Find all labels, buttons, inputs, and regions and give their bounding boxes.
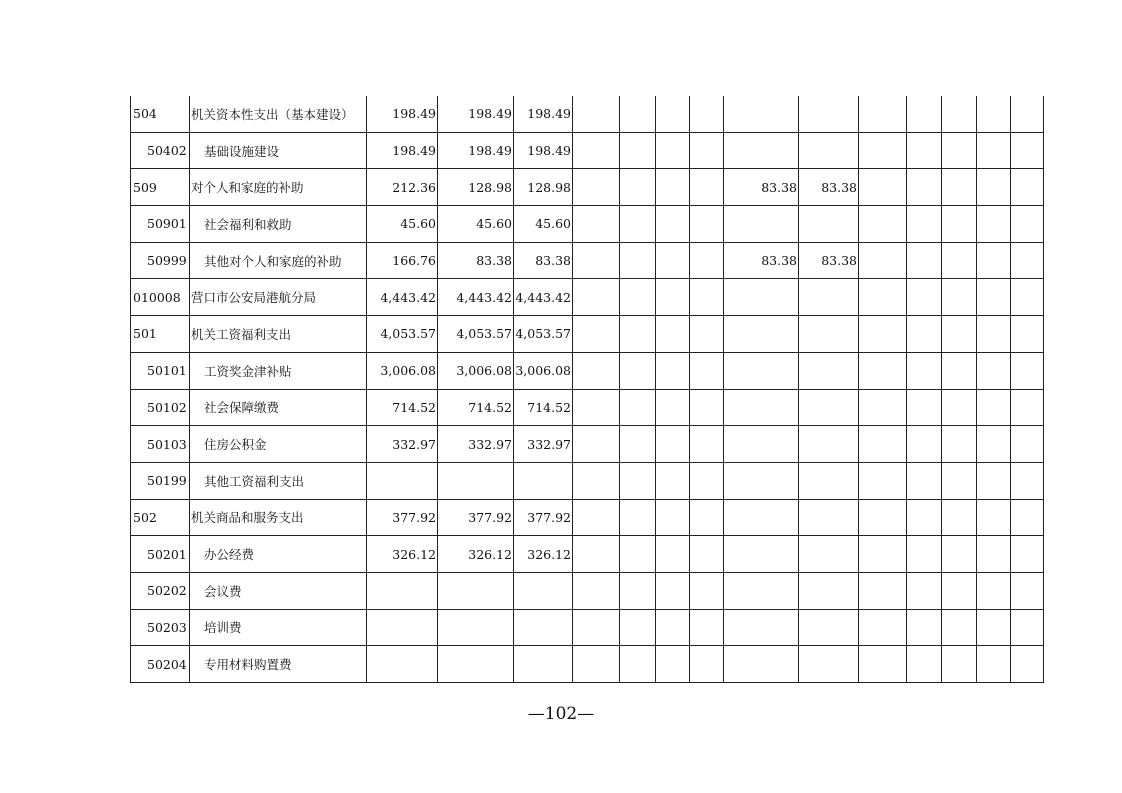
amount-cell xyxy=(799,279,859,316)
amount-cell: 166.76 xyxy=(367,242,438,279)
amount-cell: 212.36 xyxy=(367,169,438,206)
amount-cell xyxy=(656,316,690,353)
row-name: 其他工资福利支出 xyxy=(190,462,367,499)
amount-cell xyxy=(724,646,799,683)
amount-cell xyxy=(573,536,620,573)
amount-cell: 4,053.57 xyxy=(367,316,438,353)
table-row xyxy=(131,609,1044,646)
amount-cell xyxy=(977,96,1011,132)
amount-cell xyxy=(656,646,690,683)
amount-cell xyxy=(724,462,799,499)
amount-cell xyxy=(942,242,977,279)
amount-cell xyxy=(907,536,942,573)
amount-cell xyxy=(656,536,690,573)
amount-cell xyxy=(799,572,859,609)
amount-cell xyxy=(573,462,620,499)
amount-cell xyxy=(859,169,907,206)
amount-cell xyxy=(656,242,690,279)
table-row xyxy=(131,462,1044,499)
row-name: 会议费 xyxy=(190,572,367,609)
amount-cell xyxy=(859,279,907,316)
amount-cell xyxy=(690,389,724,426)
row-code: 50199 xyxy=(131,462,190,499)
row-name: 专用材料购置费 xyxy=(190,646,367,683)
amount-cell xyxy=(799,609,859,646)
amount-cell xyxy=(942,132,977,169)
amount-cell xyxy=(367,462,438,499)
amount-cell xyxy=(367,572,438,609)
amount-cell xyxy=(724,426,799,463)
amount-cell xyxy=(942,462,977,499)
amount-cell xyxy=(514,462,573,499)
amount-cell xyxy=(367,646,438,683)
amount-cell xyxy=(942,646,977,683)
amount-cell xyxy=(1011,242,1044,279)
amount-cell xyxy=(1011,389,1044,426)
amount-cell xyxy=(907,572,942,609)
row-name: 机关工资福利支出 xyxy=(190,316,367,353)
table-row xyxy=(131,169,1044,206)
amount-cell xyxy=(656,389,690,426)
amount-cell xyxy=(799,426,859,463)
amount-cell xyxy=(620,426,656,463)
row-code: 50203 xyxy=(131,609,190,646)
amount-cell xyxy=(1011,426,1044,463)
amount-cell xyxy=(438,609,514,646)
amount-cell: 198.49 xyxy=(514,132,573,169)
amount-cell xyxy=(367,609,438,646)
amount-cell xyxy=(514,572,573,609)
amount-cell: 128.98 xyxy=(438,169,514,206)
amount-cell xyxy=(907,609,942,646)
row-code: 50901 xyxy=(131,206,190,243)
amount-cell xyxy=(656,352,690,389)
amount-cell xyxy=(799,132,859,169)
amount-cell: 83.38 xyxy=(724,242,799,279)
amount-cell xyxy=(799,96,859,132)
amount-cell xyxy=(977,426,1011,463)
row-code: 50204 xyxy=(131,646,190,683)
amount-cell xyxy=(620,646,656,683)
table-row xyxy=(131,352,1044,389)
amount-cell xyxy=(724,206,799,243)
table-row xyxy=(131,389,1044,426)
amount-cell xyxy=(942,279,977,316)
amount-cell xyxy=(907,169,942,206)
amount-cell xyxy=(514,609,573,646)
amount-cell xyxy=(724,572,799,609)
amount-cell xyxy=(799,499,859,536)
amount-cell xyxy=(438,462,514,499)
amount-cell: 4,053.57 xyxy=(438,316,514,353)
amount-cell: 326.12 xyxy=(367,536,438,573)
amount-cell xyxy=(977,132,1011,169)
amount-cell xyxy=(799,206,859,243)
amount-cell xyxy=(690,646,724,683)
table-body xyxy=(131,96,1044,683)
amount-cell xyxy=(859,206,907,243)
amount-cell xyxy=(620,169,656,206)
amount-cell xyxy=(859,646,907,683)
amount-cell xyxy=(656,169,690,206)
row-code: 50103 xyxy=(131,426,190,463)
row-name: 社会保障缴费 xyxy=(190,389,367,426)
amount-cell xyxy=(656,609,690,646)
row-code: 50201 xyxy=(131,536,190,573)
amount-cell xyxy=(573,206,620,243)
table-row xyxy=(131,536,1044,573)
amount-cell xyxy=(620,499,656,536)
amount-cell xyxy=(1011,96,1044,132)
amount-cell xyxy=(573,572,620,609)
amount-cell xyxy=(573,646,620,683)
table-row xyxy=(131,96,1044,132)
row-code: 010008 xyxy=(131,279,190,316)
amount-cell xyxy=(1011,646,1044,683)
amount-cell xyxy=(799,462,859,499)
table-row xyxy=(131,279,1044,316)
amount-cell xyxy=(656,206,690,243)
amount-cell xyxy=(656,279,690,316)
row-name: 工资奖金津补贴 xyxy=(190,352,367,389)
amount-cell xyxy=(690,96,724,132)
row-code: 502 xyxy=(131,499,190,536)
row-code: 50999 xyxy=(131,242,190,279)
amount-cell: 3,006.08 xyxy=(438,352,514,389)
amount-cell: 45.60 xyxy=(514,206,573,243)
amount-cell xyxy=(573,499,620,536)
amount-cell xyxy=(724,96,799,132)
amount-cell: 3,006.08 xyxy=(514,352,573,389)
table-row xyxy=(131,426,1044,463)
amount-cell xyxy=(907,242,942,279)
amount-cell xyxy=(620,96,656,132)
amount-cell xyxy=(724,352,799,389)
amount-cell xyxy=(620,536,656,573)
amount-cell xyxy=(799,352,859,389)
amount-cell: 714.52 xyxy=(438,389,514,426)
amount-cell xyxy=(799,646,859,683)
amount-cell xyxy=(690,536,724,573)
amount-cell: 4,443.42 xyxy=(514,279,573,316)
amount-cell xyxy=(907,352,942,389)
amount-cell xyxy=(690,352,724,389)
amount-cell xyxy=(907,206,942,243)
amount-cell xyxy=(724,316,799,353)
amount-cell: 83.38 xyxy=(514,242,573,279)
amount-cell xyxy=(942,352,977,389)
amount-cell xyxy=(859,352,907,389)
amount-cell xyxy=(1011,316,1044,353)
amount-cell xyxy=(942,536,977,573)
amount-cell xyxy=(907,316,942,353)
amount-cell xyxy=(690,609,724,646)
amount-cell xyxy=(620,242,656,279)
amount-cell xyxy=(859,389,907,426)
amount-cell xyxy=(907,426,942,463)
amount-cell xyxy=(438,572,514,609)
amount-cell: 4,443.42 xyxy=(367,279,438,316)
amount-cell: 4,053.57 xyxy=(514,316,573,353)
amount-cell xyxy=(977,279,1011,316)
row-name: 机关商品和服务支出 xyxy=(190,499,367,536)
amount-cell xyxy=(907,132,942,169)
amount-cell: 326.12 xyxy=(438,536,514,573)
row-code: 50402 xyxy=(131,132,190,169)
amount-cell xyxy=(573,242,620,279)
amount-cell xyxy=(942,206,977,243)
amount-cell xyxy=(977,499,1011,536)
amount-cell xyxy=(859,462,907,499)
amount-cell xyxy=(859,96,907,132)
table-row xyxy=(131,646,1044,683)
amount-cell xyxy=(724,536,799,573)
amount-cell xyxy=(656,572,690,609)
row-name: 办公经费 xyxy=(190,536,367,573)
row-name: 培训费 xyxy=(190,609,367,646)
table-row xyxy=(131,242,1044,279)
row-code: 501 xyxy=(131,316,190,353)
amount-cell xyxy=(573,609,620,646)
amount-cell xyxy=(690,426,724,463)
amount-cell: 198.49 xyxy=(438,96,514,132)
amount-cell xyxy=(620,609,656,646)
table-row xyxy=(131,572,1044,609)
table-row xyxy=(131,132,1044,169)
amount-cell: 332.97 xyxy=(438,426,514,463)
row-name: 营口市公安局港航分局 xyxy=(190,279,367,316)
amount-cell xyxy=(620,316,656,353)
amount-cell: 714.52 xyxy=(514,389,573,426)
amount-cell: 45.60 xyxy=(438,206,514,243)
amount-cell xyxy=(942,609,977,646)
amount-cell xyxy=(620,352,656,389)
amount-cell xyxy=(859,426,907,463)
amount-cell xyxy=(656,132,690,169)
amount-cell: 198.49 xyxy=(438,132,514,169)
amount-cell xyxy=(942,316,977,353)
amount-cell xyxy=(620,572,656,609)
amount-cell xyxy=(942,169,977,206)
amount-cell xyxy=(907,96,942,132)
amount-cell xyxy=(859,132,907,169)
amount-cell xyxy=(1011,462,1044,499)
page-number: —102— xyxy=(527,704,595,724)
amount-cell xyxy=(977,352,1011,389)
row-code: 509 xyxy=(131,169,190,206)
amount-cell: 83.38 xyxy=(724,169,799,206)
amount-cell xyxy=(1011,132,1044,169)
amount-cell xyxy=(690,462,724,499)
amount-cell xyxy=(977,242,1011,279)
amount-cell: 45.60 xyxy=(367,206,438,243)
amount-cell xyxy=(977,316,1011,353)
amount-cell xyxy=(907,279,942,316)
amount-cell xyxy=(724,499,799,536)
amount-cell: 128.98 xyxy=(514,169,573,206)
amount-cell xyxy=(690,242,724,279)
amount-cell xyxy=(573,132,620,169)
amount-cell xyxy=(1011,169,1044,206)
amount-cell xyxy=(799,316,859,353)
amount-cell xyxy=(907,646,942,683)
amount-cell: 332.97 xyxy=(514,426,573,463)
row-code: 50202 xyxy=(131,572,190,609)
amount-cell xyxy=(620,132,656,169)
budget-table xyxy=(130,96,1044,683)
amount-cell xyxy=(438,646,514,683)
amount-cell xyxy=(977,609,1011,646)
amount-cell xyxy=(690,169,724,206)
table-row xyxy=(131,206,1044,243)
amount-cell xyxy=(1011,609,1044,646)
amount-cell xyxy=(656,96,690,132)
row-code: 504 xyxy=(131,96,190,132)
amount-cell xyxy=(907,499,942,536)
amount-cell xyxy=(573,279,620,316)
row-name: 住房公积金 xyxy=(190,426,367,463)
amount-cell xyxy=(907,389,942,426)
amount-cell xyxy=(1011,206,1044,243)
row-name: 其他对个人和家庭的补助 xyxy=(190,242,367,279)
amount-cell: 3,006.08 xyxy=(367,352,438,389)
amount-cell xyxy=(690,132,724,169)
amount-cell: 198.49 xyxy=(514,96,573,132)
amount-cell xyxy=(799,389,859,426)
amount-cell xyxy=(573,169,620,206)
amount-cell xyxy=(859,572,907,609)
amount-cell: 326.12 xyxy=(514,536,573,573)
amount-cell xyxy=(620,389,656,426)
amount-cell xyxy=(799,536,859,573)
amount-cell xyxy=(1011,499,1044,536)
amount-cell: 83.38 xyxy=(799,169,859,206)
amount-cell xyxy=(1011,572,1044,609)
amount-cell xyxy=(977,462,1011,499)
amount-cell: 4,443.42 xyxy=(438,279,514,316)
amount-cell xyxy=(514,646,573,683)
amount-cell xyxy=(620,462,656,499)
amount-cell xyxy=(1011,536,1044,573)
table-row xyxy=(131,316,1044,353)
amount-cell xyxy=(977,646,1011,683)
amount-cell xyxy=(977,572,1011,609)
amount-cell xyxy=(724,279,799,316)
amount-cell xyxy=(573,96,620,132)
amount-cell xyxy=(942,389,977,426)
amount-cell xyxy=(620,206,656,243)
amount-cell xyxy=(1011,279,1044,316)
amount-cell: 332.97 xyxy=(367,426,438,463)
amount-cell xyxy=(620,279,656,316)
amount-cell xyxy=(573,316,620,353)
amount-cell xyxy=(1011,352,1044,389)
amount-cell xyxy=(942,572,977,609)
amount-cell xyxy=(573,352,620,389)
amount-cell xyxy=(859,609,907,646)
amount-cell xyxy=(573,426,620,463)
amount-cell xyxy=(690,499,724,536)
amount-cell: 198.49 xyxy=(367,132,438,169)
amount-cell xyxy=(690,279,724,316)
amount-cell xyxy=(690,206,724,243)
amount-cell xyxy=(656,426,690,463)
row-code: 50101 xyxy=(131,352,190,389)
row-name: 对个人和家庭的补助 xyxy=(190,169,367,206)
amount-cell: 198.49 xyxy=(367,96,438,132)
row-name: 机关资本性支出（基本建设） xyxy=(190,96,367,132)
row-name: 基础设施建设 xyxy=(190,132,367,169)
amount-cell xyxy=(690,572,724,609)
amount-cell xyxy=(656,462,690,499)
amount-cell xyxy=(656,499,690,536)
amount-cell xyxy=(724,132,799,169)
amount-cell: 377.92 xyxy=(367,499,438,536)
amount-cell: 83.38 xyxy=(438,242,514,279)
amount-cell xyxy=(859,499,907,536)
row-name: 社会福利和救助 xyxy=(190,206,367,243)
amount-cell xyxy=(942,499,977,536)
amount-cell: 377.92 xyxy=(438,499,514,536)
amount-cell xyxy=(977,169,1011,206)
amount-cell: 714.52 xyxy=(367,389,438,426)
amount-cell xyxy=(942,96,977,132)
amount-cell xyxy=(977,206,1011,243)
amount-cell xyxy=(977,389,1011,426)
row-code: 50102 xyxy=(131,389,190,426)
amount-cell xyxy=(859,316,907,353)
amount-cell xyxy=(977,536,1011,573)
amount-cell: 377.92 xyxy=(514,499,573,536)
amount-cell xyxy=(907,462,942,499)
table-row xyxy=(131,499,1044,536)
amount-cell xyxy=(690,316,724,353)
amount-cell xyxy=(573,389,620,426)
amount-cell xyxy=(859,242,907,279)
amount-cell xyxy=(724,389,799,426)
amount-cell xyxy=(859,536,907,573)
amount-cell xyxy=(942,426,977,463)
amount-cell xyxy=(724,609,799,646)
amount-cell: 83.38 xyxy=(799,242,859,279)
